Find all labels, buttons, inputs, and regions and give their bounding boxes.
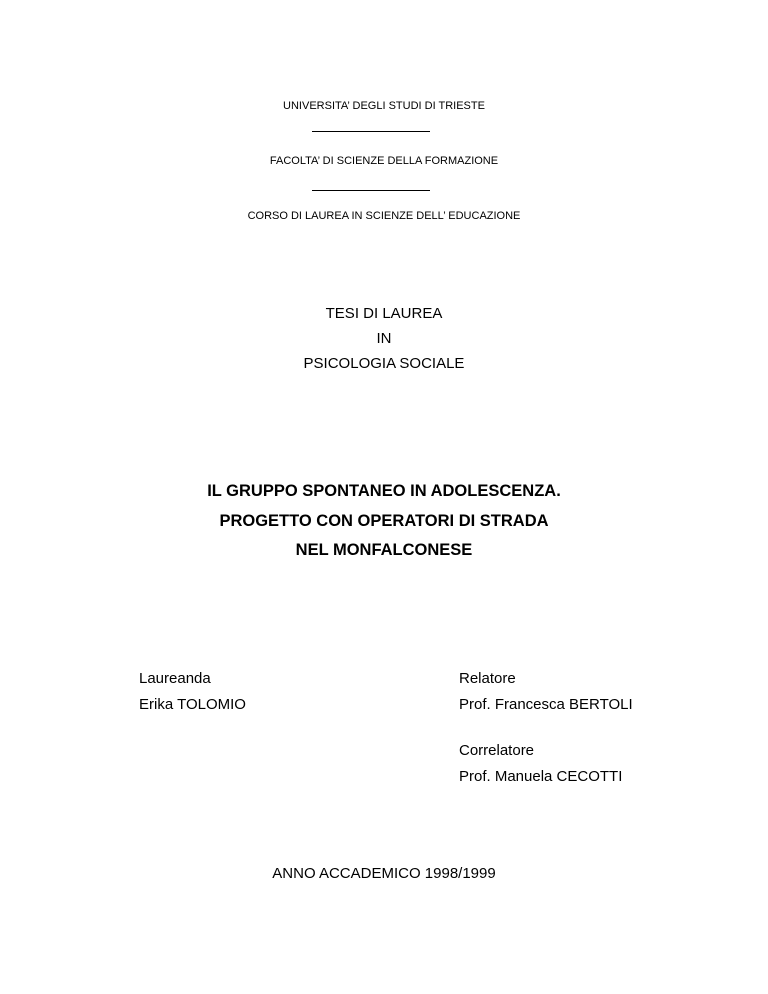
header-divider-2 bbox=[312, 190, 430, 191]
title-line-1: IL GRUPPO SPONTANEO IN ADOLESCENZA. bbox=[207, 482, 561, 500]
title-line-3: NEL MONFALCONESE bbox=[295, 541, 473, 559]
university-name: UNIVERSITA’ DEGLI STUDI DI TRIESTE bbox=[283, 100, 485, 112]
faculty-name: FACOLTA’ DI SCIENZE DELLA FORMAZIONE bbox=[269, 155, 499, 167]
thesis-in: IN bbox=[376, 330, 392, 347]
title-line-2: PROGETTO CON OPERATORI DI STRADA bbox=[219, 512, 549, 530]
course-name: CORSO DI LAUREA IN SCIENZE DELL’ EDUCAZIONE bbox=[247, 210, 521, 222]
candidate-name: Erika TOLOMIO bbox=[139, 696, 246, 713]
academic-year: ANNO ACCADEMICO 1998/1999 bbox=[272, 865, 496, 882]
candidate-label: Laureanda bbox=[139, 670, 211, 687]
supervisor-label: Relatore bbox=[459, 670, 516, 687]
thesis-type: TESI DI LAUREA bbox=[325, 305, 443, 322]
thesis-subject: PSICOLOGIA SOCIALE bbox=[303, 355, 465, 372]
cosupervisor-name: Prof. Manuela CECOTTI bbox=[459, 768, 623, 785]
supervisor-name: Prof. Francesca BERTOLI bbox=[459, 696, 633, 713]
cosupervisor-label: Correlatore bbox=[459, 742, 535, 759]
header-divider-1 bbox=[312, 131, 430, 132]
